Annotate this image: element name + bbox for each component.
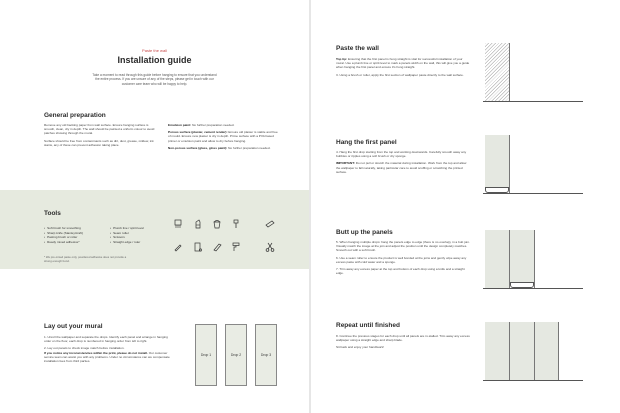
paste-area <box>485 43 509 101</box>
butt-panels-illustration <box>485 230 571 293</box>
paste-wall-illustration <box>485 43 571 103</box>
brush-icon <box>173 219 183 229</box>
hang-p4: 4. Hang the first drop starting from the top and working downwards. Carefully smooth away any bubbles or ripples using a soft brush or dry sponge. <box>336 150 467 159</box>
tool-item: • Ready mixed adhesive* <box>44 240 108 245</box>
spirit-level-icon <box>212 242 222 252</box>
butt-p6: 6. Use a seam roller to ensure the product is well bonded at the joins and gently wipe away any excess paste with cold water and a sponge. <box>336 255 467 264</box>
layout-p1: 1. Unroll the wallpaper and separate the drops. Identify each panel and arrange in hanging order on the floor, each drop is numbered in hanging order from left to right. <box>44 335 168 344</box>
layout-heading: Lay out your mural <box>44 323 103 330</box>
tool-item: • Scissors <box>110 235 166 240</box>
layout-p2b: If you notice any inconsistencies within the print, please do not install. <box>44 350 148 355</box>
repeat-illustration <box>485 322 571 385</box>
paste-bucket-icon <box>212 219 222 229</box>
hang-panel-heading: Hang the first panel <box>336 139 397 146</box>
tools-note: * We pre-mixed paste only, powdered adhesive does not provide a strong enough bond. <box>44 255 127 263</box>
page-title: Installation guide <box>117 55 192 65</box>
paste-p3: 3. Using a brush or roller, apply the first section of wallpaper paste directly to the wall surface. <box>336 72 464 77</box>
tool-item: • Seam roller <box>110 231 166 236</box>
panel-2 <box>510 322 534 380</box>
butt-p7: 7. Trim away any excess paper at the top and bottom of each drop using a knife and a straight edge. <box>336 267 465 276</box>
butt-panels-text <box>336 240 470 275</box>
blade-icon <box>173 242 183 252</box>
layout-text <box>44 335 170 363</box>
panel-2 <box>510 230 534 282</box>
eyebrow-label: Paste the wall <box>142 48 167 53</box>
left-page <box>0 0 309 413</box>
right-page <box>311 0 620 413</box>
nonporous-text: No further preparation needed. <box>227 145 271 150</box>
butt-panels-heading: Butt up the panels <box>336 229 393 236</box>
drop-panel: Drop 1 <box>195 324 217 386</box>
tool-item: • Soft brush for smoothing <box>44 226 108 231</box>
wallpaper-roll-icon <box>193 242 203 252</box>
tools-list-2 <box>110 226 166 244</box>
important-label: IMPORTANT: <box>336 161 355 166</box>
important-text: Do not pull or stretch the material during installation. Work from the top and allow the wallpaper to fall naturally, taking particular care to avoid scuffing or scratching the printed surface. <box>336 161 467 174</box>
paint-roller-icon <box>231 242 241 252</box>
repeat-text <box>336 334 470 350</box>
porous-label: Porous surface (plaster, cement render): <box>168 130 228 135</box>
paste-wall-heading: Paste the wall <box>336 45 379 52</box>
panel-1 <box>485 322 509 380</box>
layout-p2c: Our customer service team can assist you with any problems. Under no circumstance can we compensate installation fees from third parties. <box>44 350 170 364</box>
repeat-p9: Sit back and enjoy your handiwork! <box>336 345 384 350</box>
repeat-heading: Repeat until finished <box>336 322 400 329</box>
panel-1 <box>485 135 509 187</box>
tools-panel <box>0 190 309 269</box>
emulsion-text: No further preparation needed. <box>191 123 235 127</box>
general-preparation-text <box>44 123 156 147</box>
floor-line <box>483 101 583 102</box>
general-p1: Remove any old backing paper from wall surface. Ensure hanging surface is smooth, clean, dry in depth. The wall should be painted a uniform colour to avoid patches showing through the mural. <box>44 123 155 136</box>
tool-item: • Straight edge / ruler <box>110 240 166 245</box>
floor-line <box>483 193 583 194</box>
hang-panel-text <box>336 150 470 174</box>
butt-p5: 5. When hanging multiple drops: hang the panels edge to edge (there is no overlap), in a butt join. Visually match the image at the join and adjust the position until the design completely matches. Smooth out with a soft brush. <box>336 240 470 253</box>
surface-types <box>168 123 280 150</box>
repeat-p8: 8. Continue the previous stages for each drop until all panels are in-stalled. Trim away any excess wallpaper using a straight edge and sharp blade. <box>336 334 470 343</box>
panel-1 <box>485 230 509 288</box>
porous-text: Ensure old plaster is stable and free of mould. Ensure new plaster is dry in depth. Prime surface with a PVA based primer or emulsion paint and allow to dry before hanging. <box>168 130 278 143</box>
tip-text: Ensuring that the first panel is hung straight is vital for successful installation of your mural. Use a plumb line or spirit level to mark a panels width on the wall, this will give you a guide when hanging the first panel and ensure it's hung straight. <box>336 57 470 70</box>
nonporous-label: Non-porous surface (glass, gloss paint): <box>168 145 228 150</box>
drop-panel: Drop 2 <box>225 324 247 386</box>
paste-wall-text <box>336 57 470 77</box>
tool-item: • Plumb line / spirit level <box>110 226 166 231</box>
floor-line <box>483 380 583 381</box>
scissors-icon <box>265 242 275 252</box>
general-p2: Surface should be free from contaminants such as dirt, dust, grease, mildew, ink stains, any of these can prevent adhesion taking place. <box>44 138 154 147</box>
tools-list-1 <box>44 226 108 244</box>
layout-p2a: 2. Lay out panels to check image match before installation. <box>44 346 125 351</box>
tool-item: • Pasting brush or roller <box>44 235 108 240</box>
tip-label: Top tip: <box>336 57 348 61</box>
drop-panel: Drop 3 <box>255 324 277 386</box>
tool-item: • Sharp knife (Stanley/craft) <box>44 231 108 236</box>
roller-icon <box>231 219 241 229</box>
hang-panel-illustration <box>485 135 571 198</box>
emulsion-label: Emulsion paint: <box>168 123 192 127</box>
tools-heading: Tools <box>44 210 61 217</box>
knife-icon <box>193 219 203 229</box>
intro-text: Take a moment to read through this guide before hanging to ensure that you understand the entire process. If you are unsure of any of the steps, please get in touch with our customer care team who will be happy to help. <box>92 73 217 86</box>
general-preparation-heading: General preparation <box>44 112 106 119</box>
floor-line <box>483 288 583 289</box>
tape-icon <box>265 219 275 229</box>
panel-3 <box>534 322 558 380</box>
